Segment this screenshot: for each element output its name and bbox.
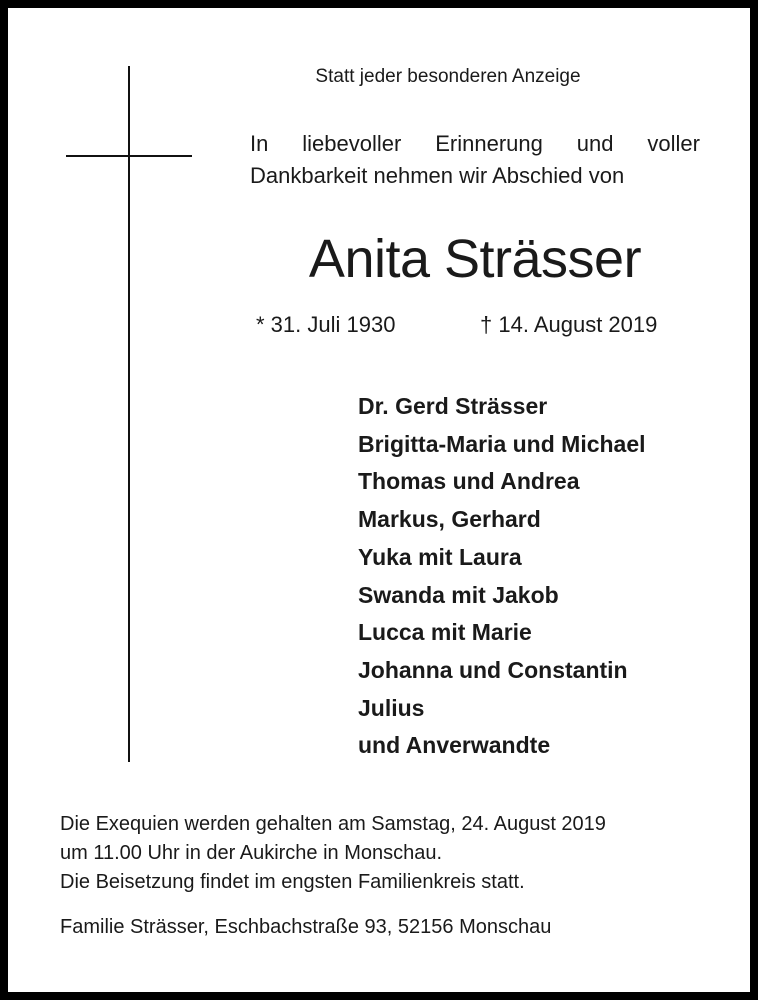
mourner: Brigitta-Maria und Michael — [358, 430, 646, 457]
service-line: Die Exequien werden gehalten am Samstag, 24. August 2019 — [60, 813, 606, 835]
mourner: Julius — [358, 694, 425, 721]
deceased-name: Anita Strässer — [308, 229, 642, 289]
service-info — [60, 810, 606, 897]
birth-date: * 31. Juli 1930 — [256, 312, 396, 337]
intro-text — [250, 128, 700, 192]
mourner: Thomas und Andrea — [358, 468, 580, 495]
mourner: Swanda mit Jakob — [358, 581, 559, 608]
mourner: Johanna und Constantin — [358, 656, 628, 683]
obituary-notice — [8, 8, 750, 992]
service-line: um 11.00 Uhr in der Aukirche in Monschau. — [60, 842, 443, 864]
notice-header: Statt jeder besonderen Anzeige — [315, 66, 581, 87]
intro-line-2: Dankbarkeit nehmen wir Abschied von — [250, 163, 625, 188]
service-line: Die Beisetzung findet im engsten Familienkreis statt. — [60, 871, 525, 893]
intro-line-1: In liebevoller Erinnerung und voller — [250, 131, 700, 156]
mourners-list — [358, 388, 646, 765]
cross-icon-crossbar — [66, 155, 192, 157]
mourner: Dr. Gerd Strässer — [358, 393, 548, 419]
mourner: Yuka mit Laura — [358, 543, 522, 570]
cross-icon — [128, 66, 130, 762]
mourner: Lucca mit Marie — [358, 619, 532, 646]
mourner: und Anverwandte — [358, 732, 551, 759]
mourner: Markus, Gerhard — [358, 506, 541, 533]
death-date: † 14. August 2019 — [480, 312, 658, 337]
family-address: Familie Strässer, Eschbachstraße 93, 52156 Monschau — [60, 916, 552, 938]
